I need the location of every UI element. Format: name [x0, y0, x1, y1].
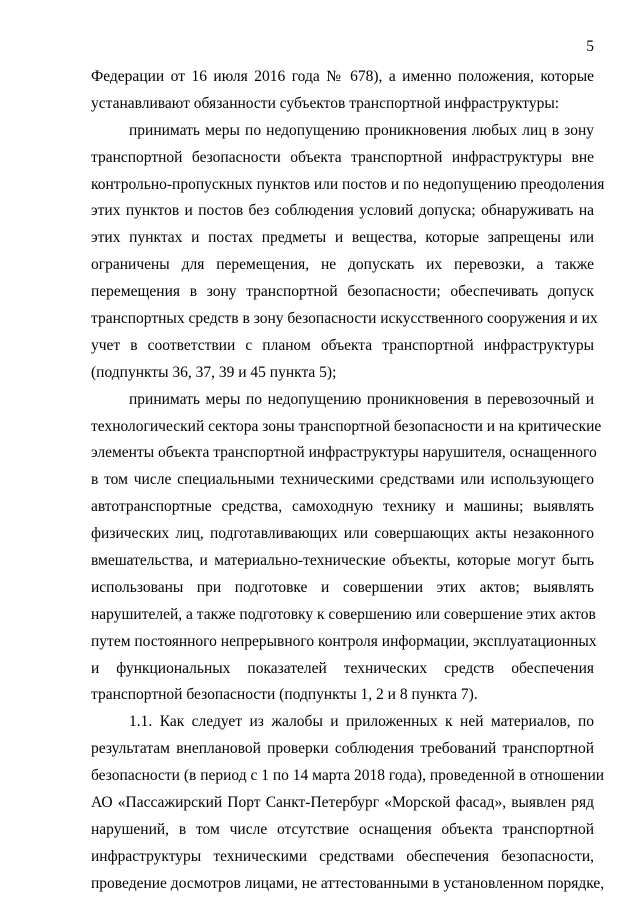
text-line: физических лиц, подготавливающих или совершающих акты незаконного	[91, 525, 594, 543]
text-line: 1.1. Как следует из жалобы и приложенных к ней материалов, по	[129, 713, 594, 731]
text-line: учет в соответствии с планом объекта транспортной инфраструктуры	[91, 336, 594, 354]
text-line: технологический сектора зоны транспортной безопасности и на критические	[91, 417, 602, 435]
text-line: ограничены для перемещения, не допускать их перевозки, а также	[91, 256, 594, 274]
text-line: автотранспортные средства, самоходную технику и машины; выявлять	[91, 498, 594, 516]
text-line: путем постоянного непрерывного контроля информации, эксплуатационных	[91, 632, 597, 650]
text-line: транспортной безопасности объекта транспортной инфраструктуры вне	[91, 148, 594, 166]
text-line: элементы объекта транспортной инфраструктуры нарушителя, оснащенного	[91, 444, 597, 462]
text-line: транспортной безопасности (подпункты 1, 2 и 8 пункта 7).	[91, 686, 478, 704]
text-line: транспортных средств в зону безопасности искусственного сооружения и их	[91, 310, 598, 328]
text-line: вмешательства, и материально-технические объекты, которые могут быть	[91, 552, 594, 570]
text-line: принимать меры по недопущению проникновения в перевозочный и	[129, 390, 594, 408]
text-line: инфраструктуры техническими средствами обеспечения безопасности,	[91, 847, 594, 865]
text-line: перемещения в зону транспортной безопасности; обеспечивать допуск	[91, 283, 594, 301]
text-line: безопасности (в период с 1 по 14 марта 2018 года), проведенной в отношении	[91, 767, 605, 785]
text-line: Федерации от 16 июля 2016 года № 678), а именно положения, которые	[91, 68, 594, 85]
text-line: использованы при подготовке и совершении этих актов; выявлять	[91, 578, 594, 596]
text-line: результатам внеплановой проверки соблюдения требований транспортной	[91, 740, 594, 758]
document-body	[91, 64, 605, 898]
text-line: этих пунктов и постов без соблюдения условий допуска; обнаруживать на	[91, 202, 594, 220]
text-line: (подпункты 36, 37, 39 и 45 пункта 5);	[91, 363, 337, 381]
text-line: принимать меры по недопущению проникновения любых лиц в зону	[129, 121, 594, 139]
text-line: устанавливают обязанности субъектов транспортной инфраструктуры:	[91, 94, 560, 112]
text-line: в том числе специальными техническими средствами или использующего	[91, 471, 594, 489]
text-line: нарушителей, а также подготовку к совершению или совершение этих актов	[91, 605, 596, 623]
text-line: и функциональных показателей технических средств обеспечения	[91, 659, 594, 677]
text-line: нарушений, в том числе отсутствие оснащения объекта транспортной	[91, 820, 594, 838]
text-line: АО «Пассажирский Порт Санкт-Петербург «Морской фасад», выявлен ряд	[91, 794, 594, 812]
text-line: контрольно-пропускных пунктов или постов и по недопущению преодоления	[91, 175, 605, 193]
text-line: проведение досмотров лицами, не аттестованными в установленном порядке,	[91, 874, 605, 892]
page-number: 5	[586, 38, 594, 55]
text-line: этих пунктах и постах предметы и вещества, которые запрещены или	[91, 229, 594, 247]
